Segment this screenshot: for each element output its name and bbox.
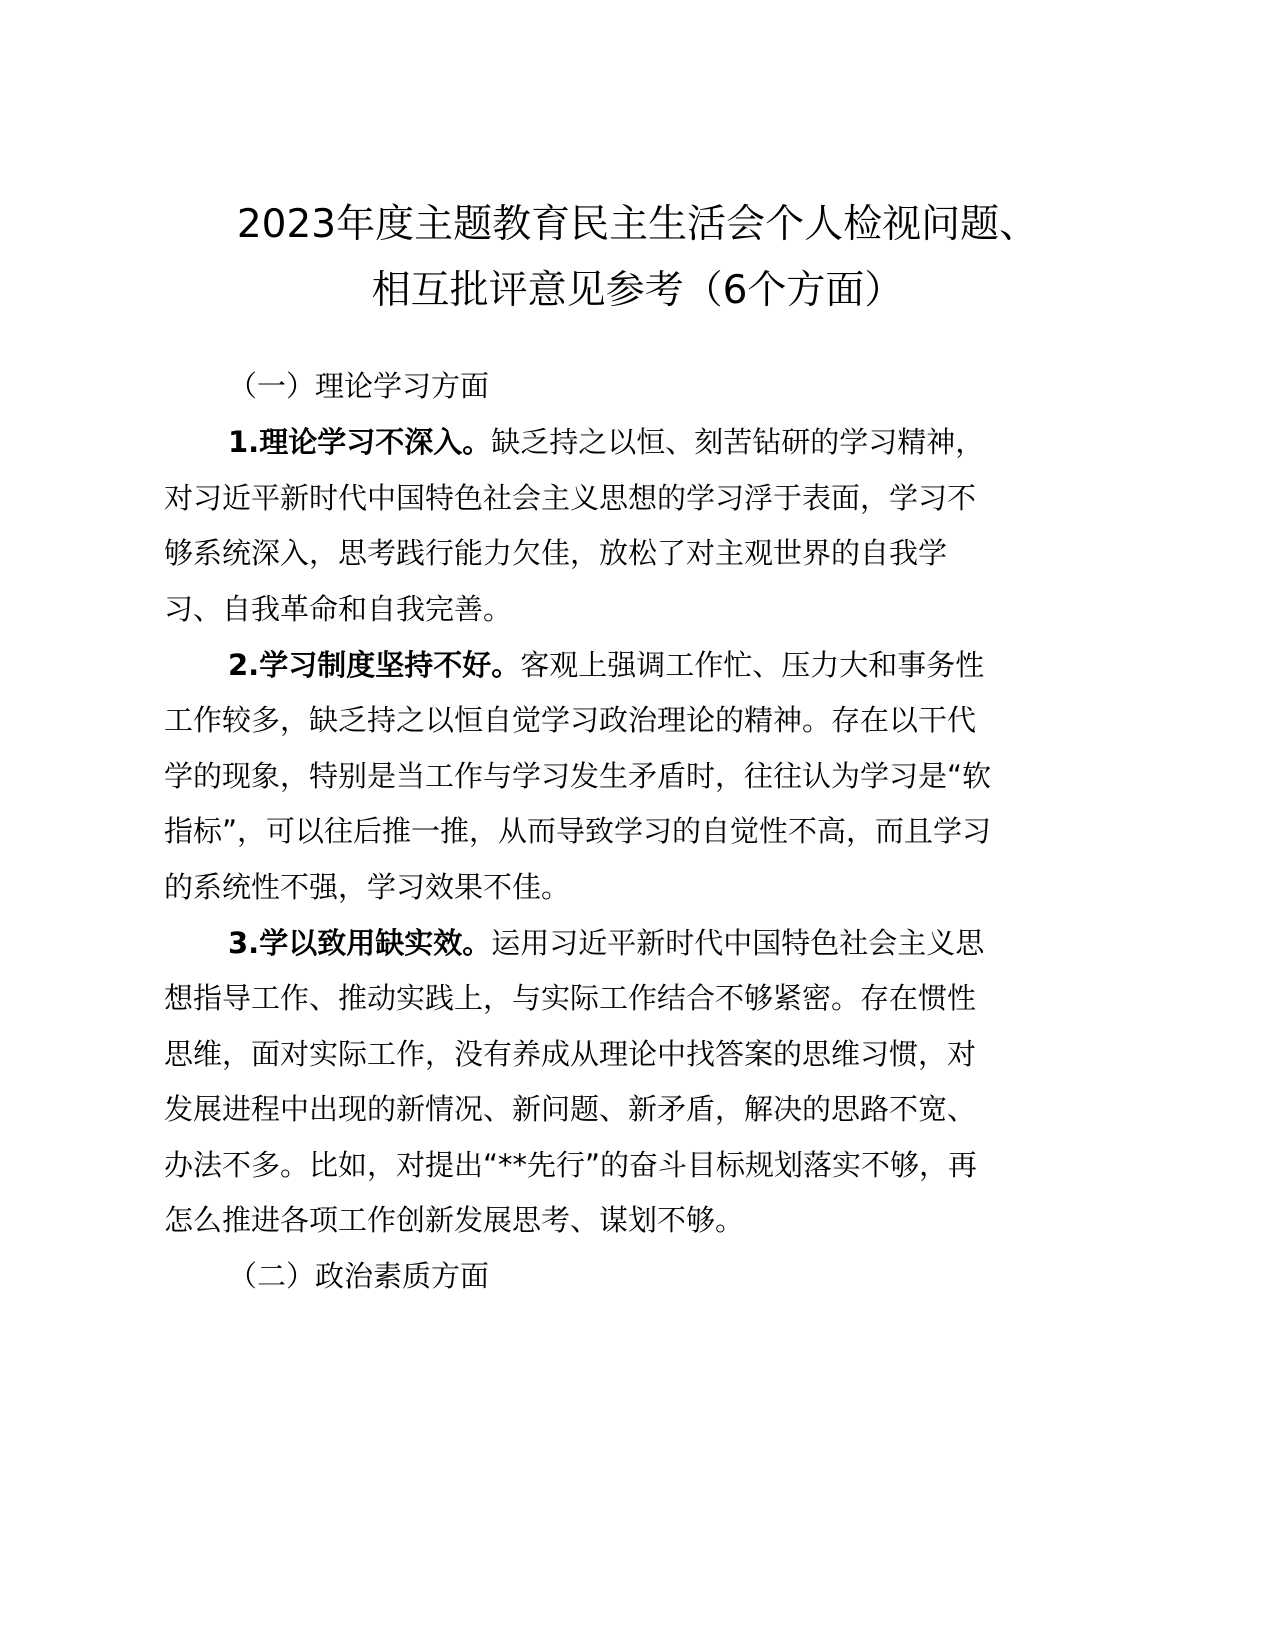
item-3-heading: 3.学以致用缺实效。 [228,926,492,960]
item-1-line-2: 对习近平新时代中国特色社会主义思想的学习浮于表面，学习不 [164,481,977,515]
item-3-first-line [228,923,984,963]
section-heading-theory-study: （一）理论学习方面 [228,369,490,403]
item-3-line-4: 发展进程中出现的新情况、新问题、新矛盾，解决的思路不宽、 [164,1092,977,1126]
document-title-line-1: 2023年度主题教育民主生活会个人检视问题、 [236,202,1039,247]
item-1-line-3: 够系统深入，思考践行能力欠佳，放松了对主观世界的自我学 [164,536,948,570]
item-2-line-2: 工作较多，缺乏持之以恒自觉学习政治理论的精神。存在以干代 [164,703,977,737]
item-1-text: 缺乏持之以恒、刻苦钻研的学习精神， [491,425,985,459]
item-2-line-5: 的系统性不强，学习效果不佳。 [164,870,571,904]
item-2-text: 客观上强调工作忙、压力大和事务性 [520,648,985,682]
item-3-text: 运用习近平新时代中国特色社会主义思 [491,926,985,960]
item-2-first-line [228,645,984,685]
item-1-first-line [228,422,984,462]
item-2-heading: 2.学习制度坚持不好。 [228,648,521,682]
item-3-line-5: 办法不多。比如，对提出“**先行”的奋斗目标规划落实不够，再 [164,1148,978,1182]
document-title-line-2: 相互批评意见参考（6个方面） [371,268,904,313]
item-1-line-4: 习、自我革命和自我完善。 [164,592,513,626]
item-3-line-2: 想指导工作、推动实践上，与实际工作结合不够紧密。存在惯性 [164,981,977,1015]
item-1-heading: 1.理论学习不深入。 [228,425,492,459]
item-2-line-4: 指标”，可以往后推一推，从而导致学习的自觉性不高，而且学习 [164,814,992,848]
section-heading-political-quality: （二）政治素质方面 [228,1259,490,1293]
item-2-line-3: 学的现象，特别是当工作与学习发生矛盾时，往往认为学习是“软 [164,759,992,793]
item-3-line-6: 怎么推进各项工作创新发展思考、谋划不够。 [164,1203,745,1237]
item-3-line-3: 思维，面对实际工作，没有养成从理论中找答案的思维习惯，对 [164,1037,977,1071]
